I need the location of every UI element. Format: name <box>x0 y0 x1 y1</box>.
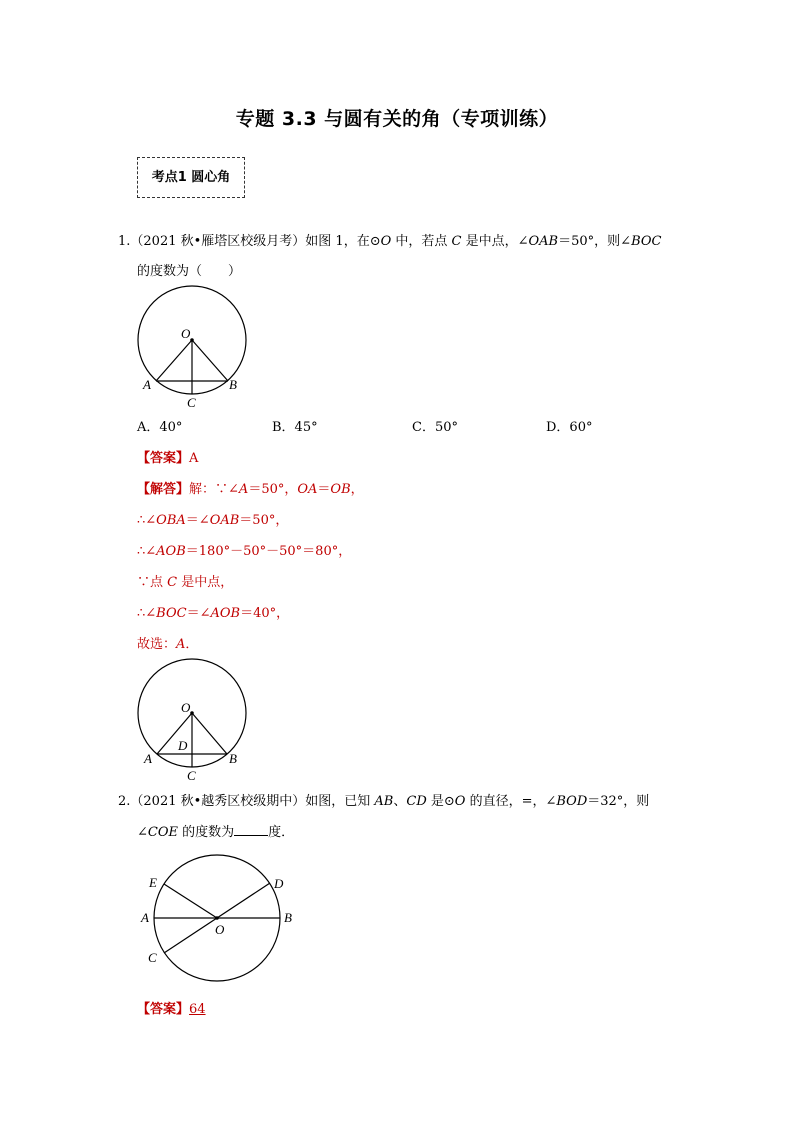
label-o: O <box>181 326 191 341</box>
solution-1-line-3: ∴∠AOB＝180°－50°－50°＝80°， <box>137 544 352 559</box>
solution-1-line-4: ∵点 C 是中点， <box>137 575 234 590</box>
segment-oe <box>164 884 217 918</box>
question-1-line-1: 1.（2021 秋•雁塔区校级月考）如图 1，在⊙O 中，若点 C 是中点，∠OAB＝50°，则∠BOC <box>118 234 662 249</box>
label-e-3: E <box>149 875 157 890</box>
choice-d[interactable]: D．60° <box>546 420 593 435</box>
choice-a[interactable]: A．40° <box>137 420 183 435</box>
label-d-3: D <box>274 876 284 891</box>
label-d-2: D <box>178 738 188 753</box>
choice-b[interactable]: B．45° <box>272 420 318 435</box>
answer-2: 【答案】64 <box>137 1002 206 1017</box>
section-box: 考点1 圆心角 <box>137 157 245 198</box>
label-c: C <box>187 395 196 410</box>
label-a-2: A <box>144 751 152 766</box>
label-b-2: B <box>229 751 237 766</box>
label-b-3: B <box>284 910 292 925</box>
solution-1-line-2: ∴∠OBA＝∠OAB＝50°， <box>137 513 289 528</box>
label-c-3: C <box>148 950 157 965</box>
center-dot-3 <box>215 916 219 920</box>
answer-1: 【答案】A <box>137 451 199 466</box>
label-a-3: A <box>141 910 149 925</box>
solution-1-line-5: ∴∠BOC＝∠AOB＝40°， <box>137 606 290 621</box>
choice-c[interactable]: C．50° <box>412 420 458 435</box>
page-title: 专题 3.3 与圆有关的角（专项训练） <box>235 108 559 130</box>
label-o-2: O <box>181 700 191 715</box>
solution-1-line-1: 【解答】解：∵∠A＝50°，OA＝OB， <box>137 482 364 497</box>
question-2-line-2: ∠COE 的度数为 度． <box>137 825 295 840</box>
label-b: B <box>229 377 237 392</box>
label-o-3: O <box>215 922 225 937</box>
label-a: A <box>143 377 151 392</box>
solution-1-line-6: 故选：A． <box>137 637 199 652</box>
question-1-line-2: 的度数为（ ） <box>137 264 242 279</box>
question-2-line-1: 2.（2021 秋•越秀区校级期中）如图，已知 AB、CD 是⊙O 的直径，=，∠BOD＝32°，则 <box>118 794 650 809</box>
label-c-2: C <box>187 768 196 783</box>
